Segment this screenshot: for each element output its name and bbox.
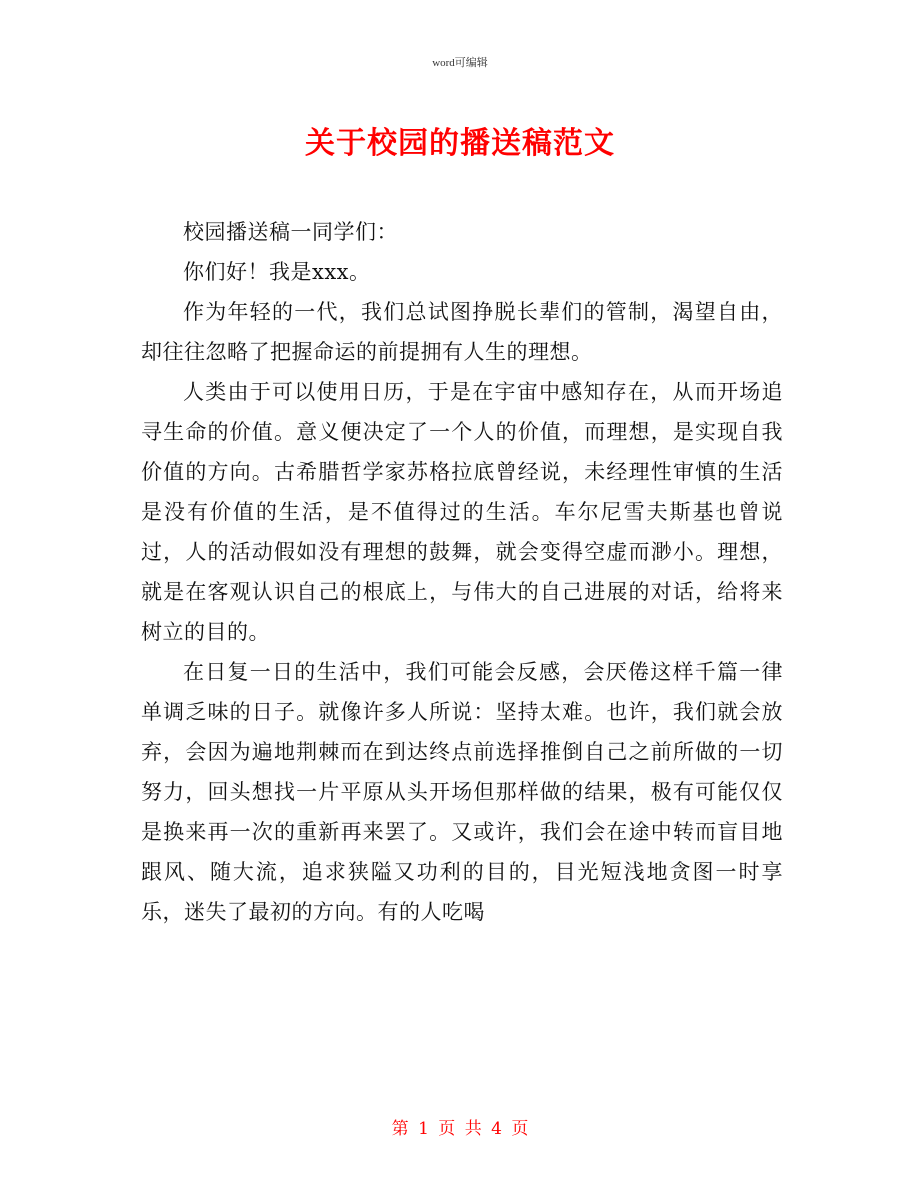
header-note: word可编辑 xyxy=(432,57,488,69)
paragraph-persistence: 在日复一日的生活中，我们可能会反感，会厌倦这样千篇一律单调乏味的日子。就像许多人所说：坚持太难。也许，我们就会放弃，会因为遍地荆棘而在到达终点前选择推倒自己之前所做的一切努力，回头想找一片平原从头开场但那样做的结果，极有可能仅仅是换来再一次的重新再来罢了。又或许，我们会在途中转而盲目地跟风、随大流，追求狭隘又功利的目的，目光短浅地贪图一时享乐，迷失了最初的方向。有的人吃喝 xyxy=(141,660,783,924)
document-title: 关于校园的播送稿范文 xyxy=(305,126,615,161)
paragraph-intro: 作为年轻的一代，我们总试图挣脱长辈们的管制，渴望自由，却往往忽略了把握命运的前提拥有人生的理想。 xyxy=(141,300,783,364)
document-body xyxy=(141,212,783,932)
paragraph-greeting: 你们好！我是xxx。 xyxy=(183,260,371,284)
page-number-footer: 第 1 页 共 4 页 xyxy=(391,1119,529,1139)
paragraph-ideals: 人类由于可以使用日历，于是在宇宙中感知存在，从而开场追寻生命的价值。意义便决定了一个人的价值，而理想，是实现自我价值的方向。古希腊哲学家苏格拉底曾经说，未经理性审慎的生活是没有价值的生活，是不值得过的生活。车尔尼雪夫斯基也曾说过，人的活动假如没有理想的鼓舞，就会变得空虚而渺小。理想，就是在客观认识自己的根底上，与伟大的自己进展的对话，给将来树立的目的。 xyxy=(141,380,783,644)
paragraph-salutation: 校园播送稿一同学们： xyxy=(183,220,398,244)
